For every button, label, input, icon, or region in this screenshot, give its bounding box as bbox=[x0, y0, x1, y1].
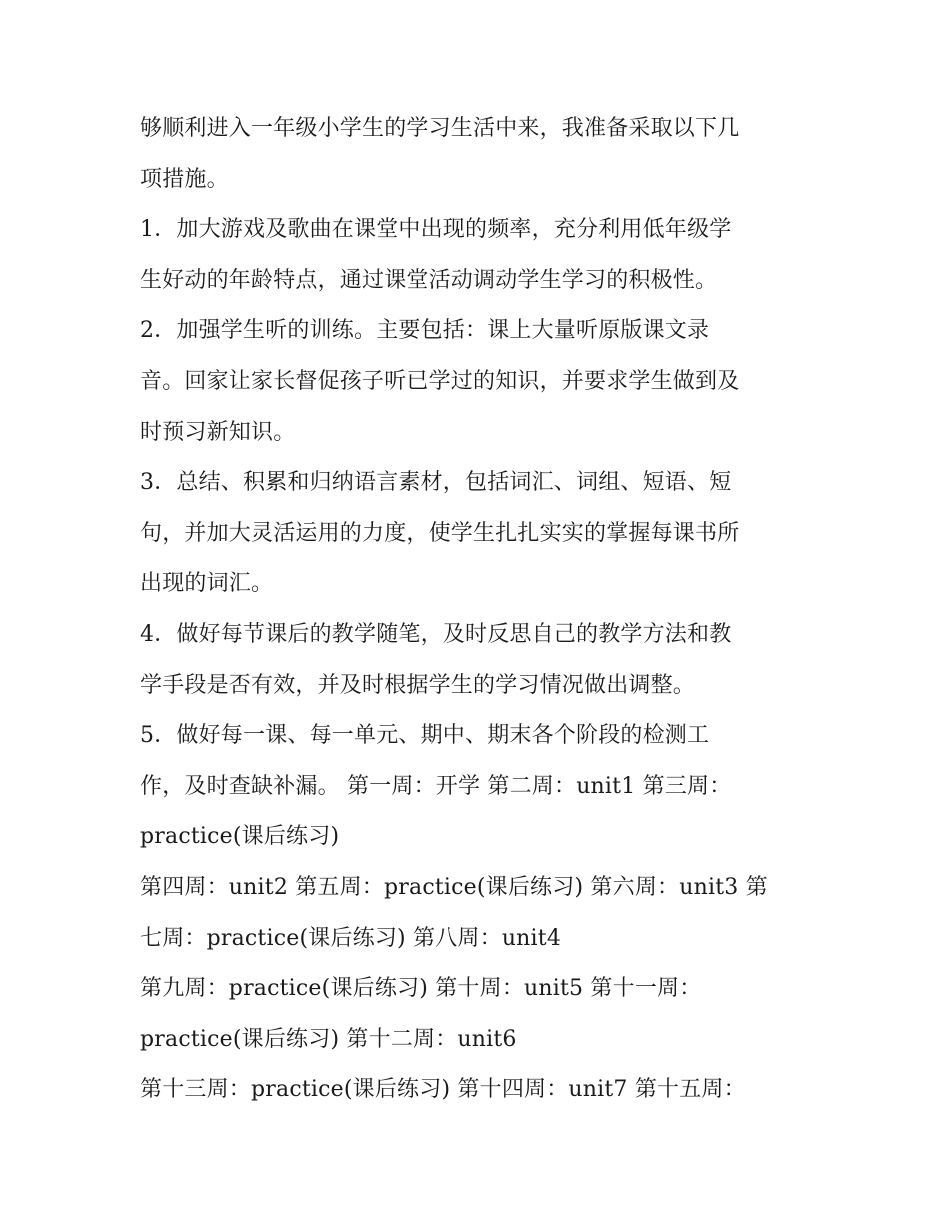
text-line: 3．总结、积累和归纳语言素材，包括词汇、词组、短语、短 bbox=[140, 470, 732, 496]
text-line: 第四周：unit2 第五周：practice(课后练习) 第六周：unit3 第 bbox=[140, 874, 768, 900]
text-line: practice(课后练习) 第十二周：unit6 bbox=[140, 1026, 517, 1052]
text-line: 音。回家让家长督促孩子听已学过的知识，并要求学生做到及 bbox=[140, 368, 740, 394]
text-line: 作，及时查缺补漏。 第一周：开学 第二周：unit1 第三周： bbox=[140, 773, 732, 799]
text-line: 项措施。 bbox=[140, 166, 229, 192]
text-line: 4．做好每节课后的教学随笔，及时反思自己的教学方法和教 bbox=[140, 621, 732, 647]
text-line: 句，并加大灵活运用的力度，使学生扎扎实实的掌握每课书所 bbox=[140, 520, 740, 546]
text-line: 时预习新知识。 bbox=[140, 419, 296, 445]
text-line: 2．加强学生听的训练。主要包括：课上大量听原版课文录 bbox=[140, 318, 710, 344]
text-line: 1．加大游戏及歌曲在课堂中出现的频率，充分利用低年级学 bbox=[140, 217, 732, 243]
document-body bbox=[140, 104, 830, 1116]
text-line: 出现的词汇。 bbox=[140, 571, 274, 597]
text-line: 5．做好每一课、每一单元、期中、期末各个阶段的检测工 bbox=[140, 723, 710, 749]
text-line: 学手段是否有效，并及时根据学生的学习情况做出调整。 bbox=[140, 672, 696, 698]
text-line: 七周：practice(课后练习) 第八周：unit4 bbox=[140, 925, 562, 951]
text-line: 第九周：practice(课后练习) 第十周：unit5 第十一周： bbox=[140, 976, 702, 1002]
text-line: 够顺利进入一年级小学生的学习生活中来，我准备采取以下几 bbox=[140, 116, 740, 141]
text-line: practice(课后练习) bbox=[140, 824, 340, 850]
text-line: 第十三周：practice(课后练习) 第十四周：unit7 第十五周： bbox=[140, 1077, 746, 1103]
text-line: 生好动的年龄特点，通过课堂活动调动学生学习的积极性。 bbox=[140, 267, 718, 293]
